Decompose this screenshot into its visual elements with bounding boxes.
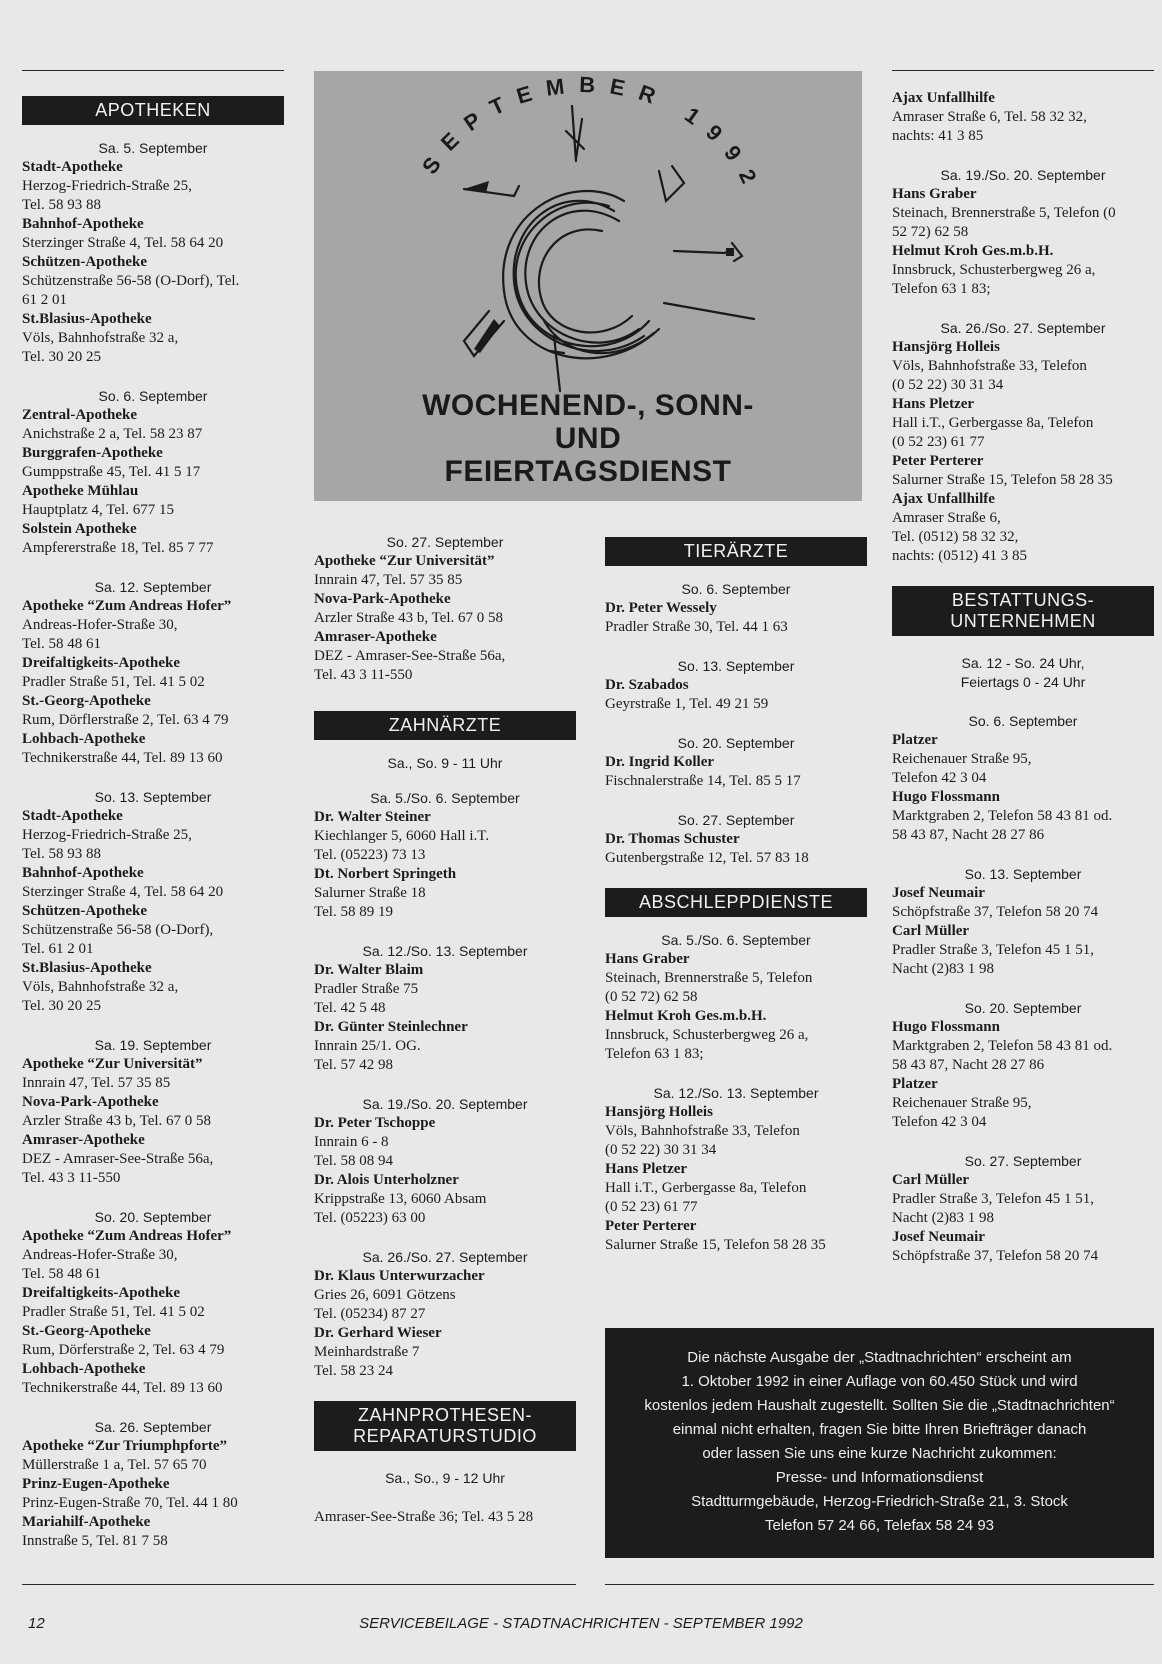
entry-line: nachts: 41 3 85 bbox=[892, 128, 984, 144]
date-heading: Sa. 26./So. 27. September bbox=[362, 1249, 528, 1265]
entry-name: Zentral-Apotheke bbox=[22, 407, 137, 423]
apotheken-continued-entries bbox=[314, 552, 576, 685]
bestattung-day-block bbox=[892, 712, 1154, 845]
entry-name: Platzer bbox=[892, 732, 938, 748]
entry-line: Tel. 58 89 19 bbox=[314, 904, 393, 920]
entry-line: (0 52 22) 30 31 34 bbox=[892, 377, 1004, 393]
entry-name: Dr. Alois Unterholzner bbox=[314, 1172, 459, 1188]
entry-line: Nacht (2)83 1 98 bbox=[892, 961, 995, 977]
entry-line: Tel. 57 42 98 bbox=[314, 1057, 393, 1073]
entry-line: Völs, Bahnhofstraße 33, Telefon bbox=[605, 1123, 800, 1139]
entry-line: Reichenauer Straße 95, bbox=[892, 1095, 1032, 1111]
bottom-rule-right bbox=[605, 1584, 1154, 1585]
entry-name: Dr. Klaus Unterwurzacher bbox=[314, 1268, 485, 1284]
entry-name: Bahnhof-Apotheke bbox=[22, 216, 144, 232]
tieraerzte-day-block bbox=[605, 734, 867, 791]
entry-name: Helmut Kroh Ges.m.b.H. bbox=[605, 1008, 767, 1024]
entry-name: Apotheke “Zum Andreas Hofer” bbox=[22, 598, 232, 614]
entry-line: Reichenauer Straße 95, bbox=[892, 751, 1032, 767]
entry-name: Mariahilf-Apotheke bbox=[22, 1514, 151, 1530]
entry-name: Dr. Günter Steinlechner bbox=[314, 1019, 468, 1035]
abschlepp-blocks bbox=[605, 931, 867, 1255]
entry-line: Telefon 42 3 04 bbox=[892, 770, 987, 786]
date-heading: Sa. 26./So. 27. September bbox=[940, 320, 1106, 336]
date-heading: Sa. 5. September bbox=[98, 140, 208, 156]
entry-line: Tel. 58 08 94 bbox=[314, 1153, 393, 1169]
zahnprothesen-address: Amraser-See-Straße 36; Tel. 43 5 28 bbox=[314, 1509, 534, 1525]
entry-line: Völs, Bahnhofstraße 32 a, bbox=[22, 979, 179, 995]
entry-line: Pradler Straße 51, Tel. 41 5 02 bbox=[22, 674, 205, 690]
entry-name: Peter Perterer bbox=[892, 453, 984, 469]
date-heading: Sa. 19. September bbox=[94, 1037, 212, 1053]
entry-line: Herzog-Friedrich-Straße 25, bbox=[22, 178, 192, 194]
info-box-line: kostenlos jedem Haushalt zugestellt. Sollten Sie die „Stadtnachrichten“ bbox=[644, 1397, 1115, 1414]
entry-line: Gutenbergstraße 12, Tel. 57 83 18 bbox=[605, 850, 809, 866]
entry-name: Dr. Peter Wessely bbox=[605, 600, 717, 616]
entry-line: Hall i.T., Gerbergasse 8a, Telefon bbox=[605, 1180, 807, 1196]
zahnaerzte-blocks bbox=[314, 789, 576, 1381]
info-box-line: Presse- und Informationsdienst bbox=[775, 1469, 984, 1486]
entry-name: Hans Graber bbox=[605, 951, 690, 967]
entry-name: Dr. Ingrid Koller bbox=[605, 754, 715, 770]
entry-line: Tel. (05234) 87 27 bbox=[314, 1306, 426, 1322]
entry-line: Tel. 58 93 88 bbox=[22, 197, 101, 213]
date-heading: So. 20. September bbox=[964, 1000, 1082, 1016]
entry-name: Hans Pletzer bbox=[605, 1161, 688, 1177]
entry-line: Hauptplatz 4, Tel. 677 15 bbox=[22, 502, 174, 518]
info-box-line: 1. Oktober 1992 in einer Auflage von 60.450 Stück und wird bbox=[681, 1373, 1078, 1390]
entry-line: Marktgraben 2, Telefon 58 43 81 od. bbox=[892, 808, 1113, 824]
entry-line: Völs, Bahnhofstraße 33, Telefon bbox=[892, 358, 1087, 374]
entry-name: Prinz-Eugen-Apotheke bbox=[22, 1476, 170, 1492]
abschlepp-continued-blocks bbox=[892, 166, 1154, 566]
entry-name: Dreifaltigkeits-Apotheke bbox=[22, 655, 181, 671]
entry-name: Amraser-Apotheke bbox=[22, 1132, 145, 1148]
apotheken-day-block bbox=[22, 578, 284, 768]
entry-line: (0 52 23) 61 77 bbox=[892, 434, 985, 450]
entry-name: Ajax Unfallhilfe bbox=[892, 90, 995, 106]
abschlepp-day-block bbox=[605, 1084, 867, 1255]
entry-line: 58 43 87, Nacht 28 27 86 bbox=[892, 1057, 1045, 1073]
entry-line: Pradler Straße 51, Tel. 41 5 02 bbox=[22, 1304, 205, 1320]
abschlepp-heading: ABSCHLEPPDIENSTE bbox=[605, 888, 867, 917]
top-rule-right bbox=[892, 70, 1154, 71]
entry-name: Hans Pletzer bbox=[892, 396, 975, 412]
zahnaerzte-day-block bbox=[314, 1248, 576, 1381]
entry-line: Salurner Straße 18 bbox=[314, 885, 426, 901]
tieraerzte-heading: TIERÄRZTE bbox=[605, 537, 867, 566]
entry-name: Dreifaltigkeits-Apotheke bbox=[22, 1285, 181, 1301]
zahnprothesen-heading-line-2: REPARATURSTUDIO bbox=[353, 1426, 537, 1446]
logo-headline bbox=[314, 389, 862, 488]
entry-line: Müllerstraße 1 a, Tel. 57 65 70 bbox=[22, 1457, 207, 1473]
entry-name: Schützen-Apotheke bbox=[22, 254, 148, 270]
date-heading: So. 27. September bbox=[964, 1153, 1082, 1169]
entry-line: Völs, Bahnhofstraße 32 a, bbox=[22, 330, 179, 346]
date-heading: So. 13. September bbox=[964, 866, 1082, 882]
abschlepp-continued-top bbox=[892, 89, 1154, 146]
date-heading: Sa. 26. September bbox=[94, 1419, 212, 1435]
entry-line: Tel. 42 5 48 bbox=[314, 1000, 386, 1016]
entry-line: DEZ - Amraser-See-Straße 56a, bbox=[314, 648, 506, 664]
entry-line: 58 43 87, Nacht 28 27 86 bbox=[892, 827, 1045, 843]
entry-line: Arzler Straße 43 b, Tel. 67 0 58 bbox=[314, 610, 504, 626]
apotheken-day-block bbox=[22, 1208, 284, 1398]
entry-name: Burggrafen-Apotheke bbox=[22, 445, 163, 461]
entry-line: Schützenstraße 56-58 (O-Dorf), bbox=[22, 922, 214, 938]
entry-line: Tel. 30 20 25 bbox=[22, 349, 101, 365]
right-column bbox=[892, 89, 1154, 1286]
entry-line: Innrain 47, Tel. 57 35 85 bbox=[22, 1075, 171, 1091]
entry-line: Meinhardstraße 7 bbox=[314, 1344, 420, 1360]
zahnaerzte-day-block bbox=[314, 789, 576, 922]
top-rule-left bbox=[22, 70, 284, 71]
abschlepp-day-block bbox=[605, 931, 867, 1064]
entry-line: Marktgraben 2, Telefon 58 43 81 od. bbox=[892, 1038, 1113, 1054]
entry-line: Herzog-Friedrich-Straße 25, bbox=[22, 827, 192, 843]
bestattung-heading-line-1: BESTATTUNGS- bbox=[951, 590, 1095, 610]
info-box-lines bbox=[605, 1346, 1154, 1538]
entry-name: St.-Georg-Apotheke bbox=[22, 1323, 151, 1339]
entry-line: (0 52 22) 30 31 34 bbox=[605, 1142, 717, 1158]
apotheken-blocks bbox=[22, 139, 284, 1551]
date-heading: So. 6. September bbox=[681, 581, 791, 597]
info-box-line: Die nächste Ausgabe der „Stadtnachrichten“ erscheint am bbox=[687, 1349, 1072, 1366]
next-issue-info-box bbox=[605, 1328, 1154, 1558]
entry-name: Nova-Park-Apotheke bbox=[314, 591, 451, 607]
entry-line: Andreas-Hofer-Straße 30, bbox=[22, 1247, 178, 1263]
entry-name: Apotheke “Zur Universität” bbox=[314, 553, 495, 569]
entry-line: Steinach, Brennerstraße 5, Telefon (0 bbox=[892, 205, 1116, 221]
info-box-line: einmal nicht erhalten, fragen Sie bitte Ihren Briefträger danach bbox=[672, 1421, 1087, 1438]
footer-title: SERVICEBEILAGE - STADTNACHRICHTEN - SEPTEMBER 1992 bbox=[359, 1615, 803, 1632]
bestattung-day-block bbox=[892, 1152, 1154, 1266]
weekend-service-logo bbox=[314, 71, 862, 501]
entry-line: Innrain 47, Tel. 57 35 85 bbox=[314, 572, 463, 588]
date-heading: So. 13. September bbox=[94, 789, 212, 805]
entry-line: Tel. 30 20 25 bbox=[22, 998, 101, 1014]
entry-name: Apotheke Mühlau bbox=[22, 483, 139, 499]
date-heading: Sa. 12./So. 13. September bbox=[362, 943, 528, 959]
entry-name: Apotheke “Zur Triumphpforte” bbox=[22, 1438, 228, 1454]
svg-text:SEPTEMBER 1992 bbox=[417, 72, 768, 200]
bottom-rule-left bbox=[22, 1584, 576, 1585]
date-heading: So. 20. September bbox=[94, 1209, 212, 1225]
entry-line: Tel. 43 3 11-550 bbox=[22, 1170, 121, 1186]
entry-name: Dr. Walter Blaim bbox=[314, 962, 424, 978]
bestattung-day-block bbox=[892, 865, 1154, 979]
entry-line: Tel. 61 2 01 bbox=[22, 941, 94, 957]
entry-line: Geyrstraße 1, Tel. 49 21 59 bbox=[605, 696, 769, 712]
info-box-line: oder lassen Sie uns eine kurze Nachricht zukommen: bbox=[702, 1445, 1057, 1462]
apotheken-heading: APOTHEKEN bbox=[22, 96, 284, 125]
entry-name: Carl Müller bbox=[892, 923, 970, 939]
bestattung-hours-line-1: Sa. 12 - So. 24 Uhr, bbox=[961, 655, 1085, 671]
apotheken-continued bbox=[314, 533, 576, 685]
entry-line: Schöpfstraße 37, Telefon 58 20 74 bbox=[892, 1248, 1099, 1264]
zahnaerzte-day-block bbox=[314, 1095, 576, 1228]
entry-line: Pradler Straße 3, Telefon 45 1 51, bbox=[892, 1191, 1094, 1207]
entry-line: Innstraße 5, Tel. 81 7 58 bbox=[22, 1533, 168, 1549]
date-heading: Sa. 19./So. 20. September bbox=[940, 167, 1106, 183]
entry-name: Dt. Norbert Springeth bbox=[314, 866, 457, 882]
entry-name: St.-Georg-Apotheke bbox=[22, 693, 151, 709]
headline-line-3: FEIERTAGSDIENST bbox=[444, 455, 732, 488]
zahnaerzte-heading: ZAHNÄRZTE bbox=[314, 711, 576, 740]
entry-line: Innrain 6 - 8 bbox=[314, 1134, 389, 1150]
entry-name: Hugo Flossmann bbox=[892, 1019, 1000, 1035]
info-box-line: Telefon 57 24 66, Telefax 58 24 93 bbox=[764, 1517, 995, 1534]
entry-name: Josef Neumair bbox=[892, 885, 985, 901]
entry-name: Dr. Gerhard Wieser bbox=[314, 1325, 442, 1341]
entry-line: (0 52 23) 61 77 bbox=[605, 1199, 698, 1215]
entry-line: Tel. (05223) 63 00 bbox=[314, 1210, 426, 1226]
zahnprothesen-hours: Sa., So., 9 - 12 Uhr bbox=[385, 1470, 505, 1486]
entry-name: Stadt-Apotheke bbox=[22, 159, 123, 175]
entry-line: Andreas-Hofer-Straße 30, bbox=[22, 617, 178, 633]
headline-line-2: UND bbox=[554, 422, 622, 455]
entry-name: Hugo Flossmann bbox=[892, 789, 1000, 805]
entry-name: Platzer bbox=[892, 1076, 938, 1092]
entry-name: Lohbach-Apotheke bbox=[22, 1361, 146, 1377]
date-heading: Sa. 12. September bbox=[94, 579, 212, 595]
entry-line: Schützenstraße 56-58 (O-Dorf), Tel. bbox=[22, 273, 240, 289]
date-heading: Sa. 12./So. 13. September bbox=[653, 1085, 819, 1101]
entry-line: 61 2 01 bbox=[22, 292, 67, 308]
entry-line: Ampfererstraße 18, Tel. 85 7 77 bbox=[22, 540, 214, 556]
entry-name: Lohbach-Apotheke bbox=[22, 731, 146, 747]
entry-line: Tel. (05223) 73 13 bbox=[314, 847, 426, 863]
tieraerzte-day-block bbox=[605, 657, 867, 714]
entry-line: (0 52 72) 62 58 bbox=[605, 989, 698, 1005]
entry-name: Apotheke “Zur Universität” bbox=[22, 1056, 203, 1072]
zahnprothesen-heading bbox=[314, 1401, 576, 1451]
entry-name: Peter Perterer bbox=[605, 1218, 697, 1234]
entry-line: Kiechlanger 5, 6060 Hall i.T. bbox=[314, 828, 490, 844]
date-heading: So. 27. September bbox=[677, 812, 795, 828]
date-heading: Sa. 5./So. 6. September bbox=[661, 932, 811, 948]
entry-line: Tel. (0512) 58 32 32, bbox=[892, 529, 1019, 545]
entry-line: Telefon 63 1 83; bbox=[892, 281, 991, 297]
entry-name: Hansjörg Holleis bbox=[605, 1104, 713, 1120]
entry-name: Dr. Szabados bbox=[605, 677, 689, 693]
zahnaerzte-hours: Sa., So. 9 - 11 Uhr bbox=[387, 755, 503, 771]
center-left-column bbox=[314, 533, 576, 1527]
entry-line: Gumppstraße 45, Tel. 41 5 17 bbox=[22, 464, 201, 480]
bestattung-hours bbox=[892, 654, 1154, 692]
entry-line: Prinz-Eugen-Straße 70, Tel. 44 1 80 bbox=[22, 1495, 238, 1511]
date-heading: So. 6. September bbox=[98, 388, 208, 404]
apotheken-day-block bbox=[22, 788, 284, 1016]
entry-line: Steinach, Brennerstraße 5, Telefon bbox=[605, 970, 813, 986]
entry-line: Innrain 25/1. OG. bbox=[314, 1038, 421, 1054]
info-box-line: Stadtturmgebäude, Herzog-Friedrich-Straße 21, 3. Stock bbox=[691, 1493, 1068, 1510]
headline-line-1: WOCHENEND-, SONN- bbox=[422, 389, 754, 422]
entry-name: Apotheke “Zum Andreas Hofer” bbox=[22, 1228, 232, 1244]
bestattung-hours-line-2: Feiertags 0 - 24 Uhr bbox=[960, 674, 1086, 690]
entry-line: Telefon 42 3 04 bbox=[892, 1114, 987, 1130]
tieraerzte-blocks bbox=[605, 580, 867, 868]
logo-arc-text: SEPTEMBER 1992 bbox=[416, 71, 768, 200]
entry-line: nachts: (0512) 41 3 85 bbox=[892, 548, 1027, 564]
entry-line: Fischnalerstraße 14, Tel. 85 5 17 bbox=[605, 773, 801, 789]
entry-name: St.Blasius-Apotheke bbox=[22, 960, 152, 976]
entry-line: Sterzinger Straße 4, Tel. 58 64 20 bbox=[22, 235, 224, 251]
entry-line: Rum, Dörferstraße 2, Tel. 63 4 79 bbox=[22, 1342, 225, 1358]
entry-line: Amraser Straße 6, Tel. 58 32 32, bbox=[892, 109, 1087, 125]
bestattung-blocks bbox=[892, 712, 1154, 1266]
date-heading: So. 6. September bbox=[968, 713, 1078, 729]
entry-line: 52 72) 62 58 bbox=[892, 224, 969, 240]
entry-line: Salurner Straße 15, Telefon 58 28 35 bbox=[605, 1237, 826, 1253]
entry-name: Solstein Apotheke bbox=[22, 521, 137, 537]
bestattung-day-block bbox=[892, 999, 1154, 1132]
entry-name: Dr. Walter Steiner bbox=[314, 809, 431, 825]
entry-name: Nova-Park-Apotheke bbox=[22, 1094, 159, 1110]
entry-name: Bahnhof-Apotheke bbox=[22, 865, 144, 881]
date-heading: So. 20. September bbox=[677, 735, 795, 751]
entry-line: Krippstraße 13, 6060 Absam bbox=[314, 1191, 487, 1207]
entry-name: Hansjörg Holleis bbox=[892, 339, 1000, 355]
entry-line: Sterzinger Straße 4, Tel. 58 64 20 bbox=[22, 884, 224, 900]
entry-name: Stadt-Apotheke bbox=[22, 808, 123, 824]
entry-name: St.Blasius-Apotheke bbox=[22, 311, 152, 327]
entry-line: Telefon 63 1 83; bbox=[605, 1046, 704, 1062]
entry-line: Pradler Straße 3, Telefon 45 1 51, bbox=[892, 942, 1094, 958]
entry-name: Dr. Thomas Schuster bbox=[605, 831, 740, 847]
tieraerzte-day-block bbox=[605, 580, 867, 637]
entry-line: Arzler Straße 43 b, Tel. 67 0 58 bbox=[22, 1113, 212, 1129]
entry-line: DEZ - Amraser-See-Straße 56a, bbox=[22, 1151, 214, 1167]
entry-name: Carl Müller bbox=[892, 1172, 970, 1188]
entry-name: Dr. Peter Tschoppe bbox=[314, 1115, 436, 1131]
entry-line: Schöpfstraße 37, Telefon 58 20 74 bbox=[892, 904, 1099, 920]
entry-line: Tel. 58 48 61 bbox=[22, 1266, 101, 1282]
abschlepp-day-block bbox=[892, 319, 1154, 566]
apotheken-column bbox=[22, 96, 284, 1571]
entry-name: Hans Graber bbox=[892, 186, 977, 202]
entry-line: Amraser Straße 6, bbox=[892, 510, 1001, 526]
entry-name: Schützen-Apotheke bbox=[22, 903, 148, 919]
entry-name: Ajax Unfallhilfe bbox=[892, 491, 995, 507]
entry-line: Tel. 58 23 24 bbox=[314, 1363, 393, 1379]
entry-line: Tel. 43 3 11-550 bbox=[314, 667, 413, 683]
page-number: 12 bbox=[28, 1615, 45, 1632]
zahnprothesen-heading-line-1: ZAHNPROTHESEN- bbox=[357, 1405, 532, 1425]
entry-name: Josef Neumair bbox=[892, 1229, 985, 1245]
tieraerzte-day-block bbox=[605, 811, 867, 868]
apotheken-continued-date: So. 27. September bbox=[386, 534, 504, 550]
bestattung-heading bbox=[892, 586, 1154, 636]
entry-lines bbox=[892, 108, 1154, 146]
entry-name: Helmut Kroh Ges.m.b.H. bbox=[892, 243, 1054, 259]
center-right-column bbox=[605, 537, 867, 1275]
date-heading: So. 13. September bbox=[677, 658, 795, 674]
entry-line: Pradler Straße 75 bbox=[314, 981, 419, 997]
abschlepp-day-block bbox=[892, 166, 1154, 299]
entry-line: Rum, Dörflerstraße 2, Tel. 63 4 79 bbox=[22, 712, 229, 728]
apotheken-day-block bbox=[22, 1418, 284, 1551]
entry-line: Gries 26, 6091 Götzens bbox=[314, 1287, 456, 1303]
entry-line: Innsbruck, Schusterbergweg 26 a, bbox=[605, 1027, 809, 1043]
bestattung-heading-line-2: UNTERNEHMEN bbox=[950, 611, 1096, 631]
entry-line: Hall i.T., Gerbergasse 8a, Telefon bbox=[892, 415, 1094, 431]
entry-line: Technikerstraße 44, Tel. 89 13 60 bbox=[22, 1380, 223, 1396]
entry-line: Anichstraße 2 a, Tel. 58 23 87 bbox=[22, 426, 203, 442]
date-heading: Sa. 19./So. 20. September bbox=[362, 1096, 528, 1112]
apotheken-day-block bbox=[22, 387, 284, 558]
entry-line: Nacht (2)83 1 98 bbox=[892, 1210, 995, 1226]
entry-line: Tel. 58 48 61 bbox=[22, 636, 101, 652]
entry-line: Tel. 58 93 88 bbox=[22, 846, 101, 862]
entry-line: Salurner Straße 15, Telefon 58 28 35 bbox=[892, 472, 1113, 488]
entry-line: Technikerstraße 44, Tel. 89 13 60 bbox=[22, 750, 223, 766]
entry-name: Amraser-Apotheke bbox=[314, 629, 437, 645]
apotheken-day-block bbox=[22, 1036, 284, 1188]
apotheken-day-block bbox=[22, 139, 284, 367]
entry-line: Pradler Straße 30, Tel. 44 1 63 bbox=[605, 619, 788, 635]
date-heading: Sa. 5./So. 6. September bbox=[370, 790, 520, 806]
entry-line: Innsbruck, Schusterbergweg 26 a, bbox=[892, 262, 1096, 278]
zahnaerzte-day-block bbox=[314, 942, 576, 1075]
